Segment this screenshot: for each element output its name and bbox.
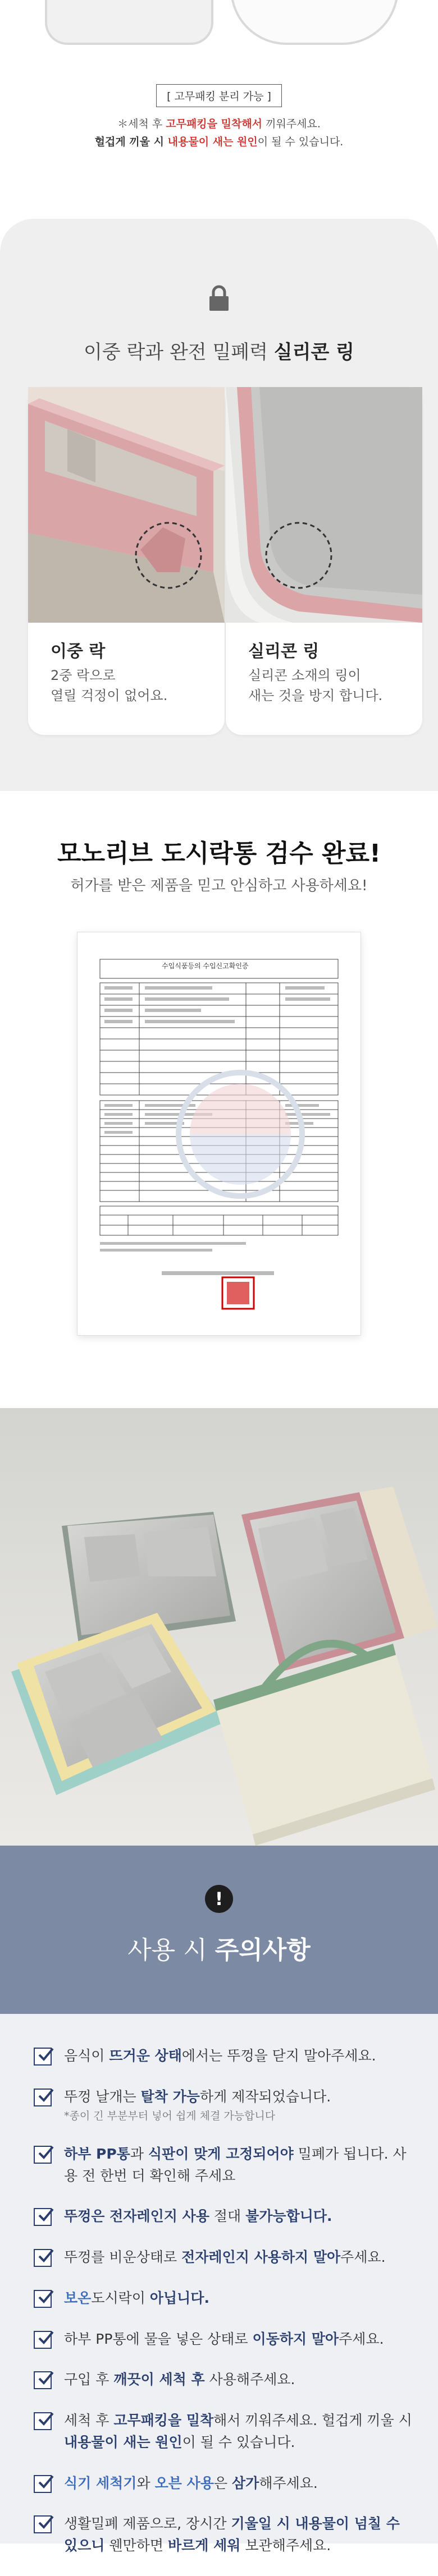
double-lock-title: 이중 락 [51, 642, 106, 661]
lunchbox-gasket-image [45, 0, 213, 45]
caution-text-part: 해주세요. [259, 2474, 318, 2491]
silicone-ring-detail-card [226, 387, 422, 735]
caution-item-text [64, 2410, 416, 2454]
caution-item-text [64, 2369, 416, 2391]
gasket-tag: [ 고무패킹 분리 가능 ] [156, 84, 282, 107]
caution-text-part: 사용해주세요. [204, 2371, 295, 2388]
checkbox-checked-icon [34, 2146, 52, 2164]
caution-text-part: 식기 세척기 [64, 2474, 137, 2491]
caution-item-text [64, 2288, 416, 2310]
caution-title: 사용 시 주의사항 [127, 1936, 311, 1965]
gasket-note [0, 84, 438, 151]
checkbox-checked-icon [34, 2475, 52, 2493]
caution-item [34, 2513, 416, 2557]
checkbox-checked-icon [34, 2412, 52, 2430]
checkbox-checked-icon [34, 2249, 52, 2267]
double-lock-image [28, 387, 225, 623]
caution-text-part: 세척 후 [64, 2412, 114, 2429]
double-lock-card [28, 387, 225, 735]
caution-text-part: 하부 PP통 [64, 2145, 130, 2162]
checkbox-checked-icon [34, 2331, 52, 2349]
caution-text-part: 보관해주세요. [240, 2537, 331, 2554]
caution-text-part: 삼가 [232, 2474, 259, 2491]
caution-text-part: 주세요. [339, 2330, 384, 2347]
caution-item-text [64, 2473, 416, 2495]
caution-item-text [64, 2143, 416, 2187]
exclamation-icon: ! [205, 1885, 233, 1913]
checkbox-checked-icon [34, 2371, 52, 2389]
caution-text-part: 식판이 맞게 고정되어야 [148, 2145, 294, 2162]
caution-text-part: 내용물이 새는 원인 [64, 2434, 182, 2450]
caution-header [0, 1846, 438, 2014]
caution-item-text [64, 2513, 416, 2557]
caution-item [34, 2206, 416, 2228]
gasket-note-line-1: ＊세척 후 고무패킹을 밀착해서 끼워주세요. [117, 118, 321, 130]
caution-text-part: 바르게 세워 [167, 2537, 241, 2554]
caution-text-part: 이 될 수 있습니다. [182, 2434, 295, 2450]
caution-item-text [64, 2086, 416, 2108]
caution-text-part: 음식이 [64, 2048, 110, 2064]
caution-text-part: 웬만하면 [104, 2537, 168, 2554]
caution-text-part: 과 [130, 2145, 148, 2162]
caution-item [34, 2369, 416, 2391]
caution-text-part: 전자레인지 사용하지 말아 [181, 2249, 341, 2266]
caution-text-part: 뚜껑은 전자레인지 사용 [64, 2208, 209, 2225]
caution-text-part: 깨끗이 세척 후 [113, 2371, 205, 2388]
caution-item [34, 2086, 416, 2124]
certificate-doc-title: 수입식품등의 수입신고확인증 [162, 962, 249, 970]
caution-item [34, 2288, 416, 2310]
import-certificate-document [77, 932, 361, 1335]
silicone-ring-title: 실리콘 링 [248, 642, 320, 661]
caution-text-part: 아닙니다. [149, 2289, 209, 2306]
caution-text-part: 에서는 뚜껑을 닫지 말아주세요. [181, 2048, 376, 2064]
silicone-ring-image [226, 387, 422, 623]
caution-text-part: 이동하지 말아 [252, 2330, 339, 2347]
caution-item [34, 2473, 416, 2495]
caution-text-part: 뚜껑 날개는 [64, 2088, 141, 2105]
caution-item [34, 2247, 416, 2269]
caution-item-text [64, 2206, 416, 2228]
caution-list [34, 2045, 416, 2576]
caution-text-part: 와 [136, 2474, 155, 2491]
certificate-document-image [77, 932, 361, 1335]
caution-list-section [0, 2014, 438, 2554]
caution-text-part: 절대 [209, 2208, 246, 2225]
silicone-ring-card [0, 219, 438, 791]
caution-item-subnote: *종이 긴 부분부터 넣어 쉽게 체결 가능합니다 [64, 2109, 276, 2122]
caution-text-part: 해서 끼워주세요. 헐겁게 끼울 시 [213, 2412, 412, 2429]
caution-text-part: 하부 PP통에 물을 넣은 상태로 [64, 2330, 253, 2347]
caution-text-part: 오븐 사용 [154, 2474, 214, 2491]
certificate-section [0, 791, 438, 1408]
caution-item [34, 2045, 416, 2067]
certificate-title: 모노리브 도시락통 검수 완료! [57, 839, 381, 868]
caution-item-text [64, 2247, 416, 2269]
caution-item [34, 2329, 416, 2350]
caution-text-part: 뜨거운 상태 [109, 2048, 182, 2064]
caution-item [34, 2143, 416, 2187]
caution-text-part: 보온 [64, 2289, 92, 2306]
lunchbox-photo [0, 1408, 438, 1846]
silicone-ring-section [0, 219, 438, 791]
caution-item-text [64, 2045, 416, 2067]
checkbox-checked-icon [34, 2089, 52, 2106]
caution-item [34, 2410, 416, 2454]
caution-text-part: 도시락이 [91, 2289, 150, 2306]
gasket-note-section [0, 0, 438, 219]
caution-text-part: 하게 제작되었습니다. [199, 2088, 331, 2105]
double-lock-desc: 2중 락으로 열릴 걱정이 없어요. [51, 668, 168, 703]
caution-text-part: 밀폐가 됩니다. 사용 전 한번 더 확인해 주세요 [64, 2145, 407, 2184]
lock-icon [208, 285, 230, 311]
caution-text-part: 불가능합니다. [245, 2208, 332, 2225]
caution-text-part: 뚜껑를 비운상태로 [64, 2249, 182, 2266]
lunchbox-lifestyle-image [0, 1408, 438, 1846]
caution-text-part: 탈착 가능 [140, 2088, 200, 2105]
section-title: 이중 락과 완전 밀폐력 실리콘 링 [83, 341, 355, 364]
certificate-subtitle: 허가를 받은 제품을 믿고 안심하고 사용하세요! [70, 877, 368, 894]
caution-text-part: 구입 후 [64, 2371, 114, 2388]
caution-item-text [64, 2329, 416, 2350]
silicone-ring-desc: 실리콘 소재의 링이 새는 것을 방지 합니다. [248, 668, 383, 703]
checkbox-checked-icon [34, 2290, 52, 2308]
caution-text-part: 은 [213, 2474, 232, 2491]
lunchbox-lid-image [230, 0, 399, 45]
checkbox-checked-icon [34, 2048, 52, 2066]
caution-text-part: 고무패킹을 밀착 [113, 2412, 214, 2429]
caution-text-part: 생활밀폐 제품으로, 장시간 [64, 2515, 231, 2532]
caution-text-part: 기울일 시 내용물이 넘칠 수 있으니 [64, 2515, 400, 2554]
checkbox-checked-icon [34, 2208, 52, 2226]
checkbox-checked-icon [34, 2515, 52, 2533]
caution-text-part: 주세요. [340, 2249, 386, 2266]
gasket-note-line-2: 헐겁게 끼울 시 내용물이 새는 원인이 될 수 있습니다. [94, 136, 344, 149]
